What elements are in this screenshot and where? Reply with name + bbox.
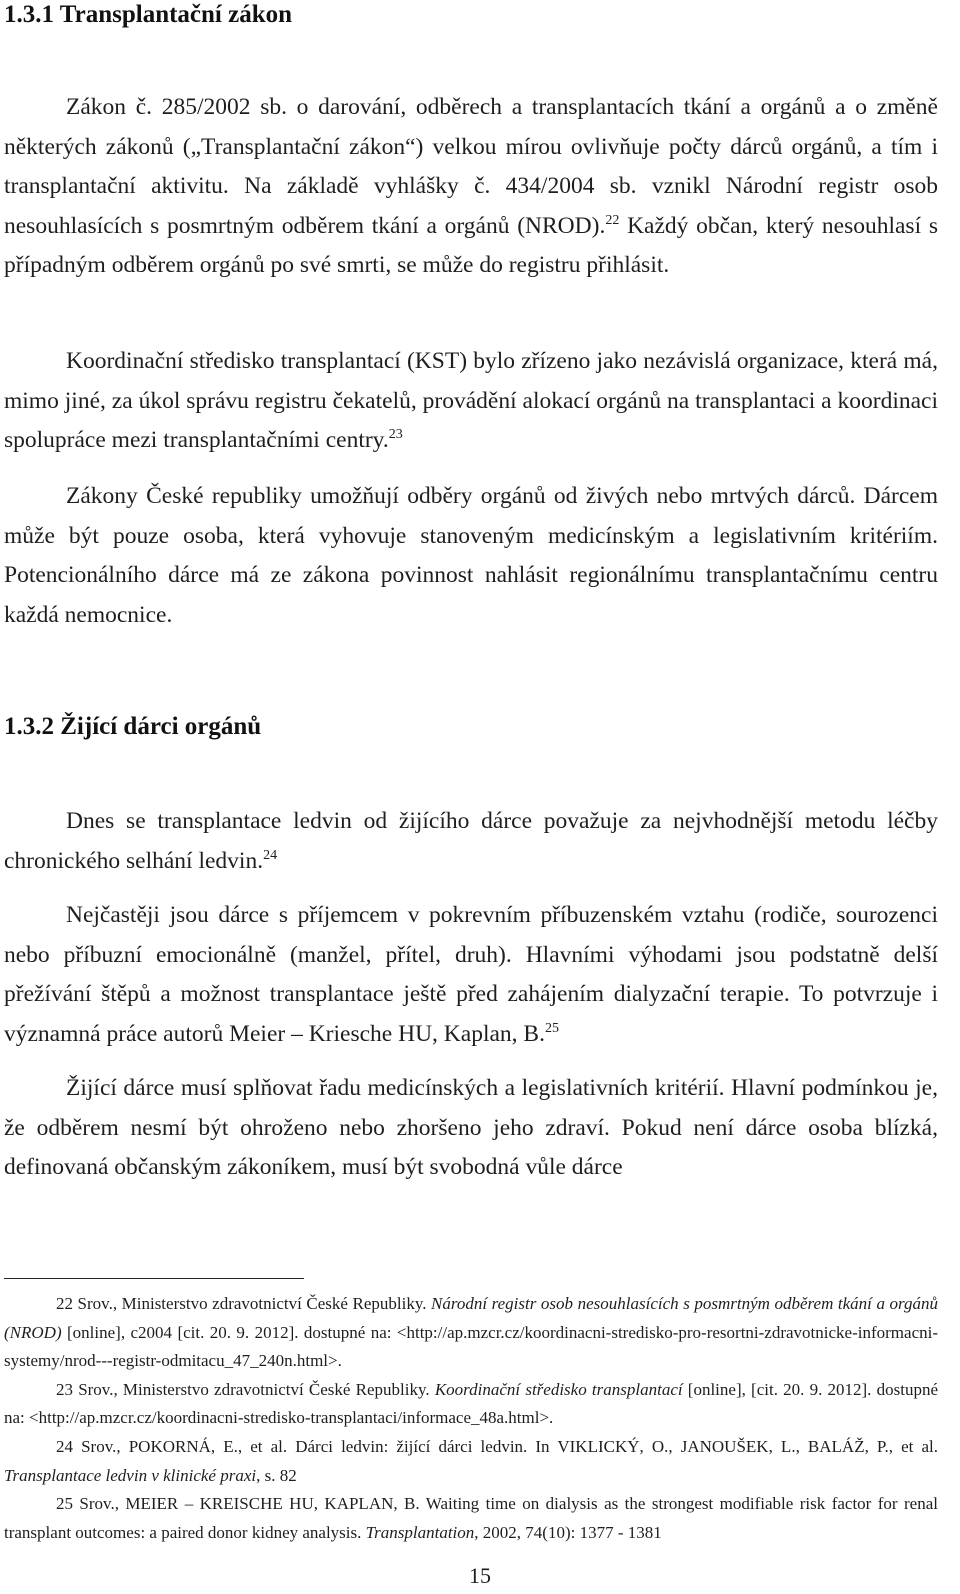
footnote-ref: 24 — [263, 847, 278, 863]
section-heading-living-donors: 1.3.2 Žijící dárci orgánů — [4, 713, 262, 740]
section-heading-transplant-law: 1.3.1 Transplantační zákon — [4, 1, 293, 28]
footnote-22 — [4, 1290, 938, 1376]
footnote-25 — [4, 1490, 938, 1547]
footnote-title: Transplantation — [365, 1522, 475, 1542]
footnote-ref: 22 — [605, 212, 620, 228]
footnote-number: 25 — [56, 1494, 73, 1514]
footnote-text: Srov., Ministerstvo zdravotnictví České Republiky. — [73, 1294, 432, 1313]
footnote-ref: 23 — [388, 427, 403, 443]
footnote-text: Srov., POKORNÁ, E., et al. Dárci ledvin: žijící dárci ledvin. In VIKLICKÝ, O., JANOUŠEK, L., BALÁŽ, P., et al. — [73, 1436, 938, 1456]
footnote-title: Koordinační středisko transplantací — [434, 1379, 683, 1399]
paragraph-transplant-law — [4, 88, 938, 286]
page-number: 15 — [469, 1563, 491, 1588]
paragraph-donor-criteria — [4, 1069, 938, 1188]
footnote-text: [online], c2004 [cit. 20. 9. 2012]. dostupné na: <http://ap.mzcr.cz/koordinacni-stredisko-pro-resortni-zdravotnicke-informacni-systemy/nrod---registr-odmitacu_47_240n.html>. — [4, 1322, 938, 1371]
footnote-text: [online], [cit. 20. 9. 2012]. dostupné na: <http://ap.mzcr.cz/koordinacni-stredisko-transplantaci/informace_48a.html>. — [4, 1379, 939, 1428]
footnote-number: 23 — [56, 1379, 73, 1399]
footnote-text: Srov., Ministerstvo zdravotnictví České Republiky. — [73, 1379, 435, 1399]
paragraph-text: Zákony České republiky umožňují odběry orgánů od živých nebo mrtvých dárců. Dárcem může být pouze osoba, která vyhovuje stanoveným medicínským a legislativním kritériím. Potencionálního dárce má ze zákona povinnost nahlásit regionálnímu transplantačnímu centru každá nemocnice. — [4, 483, 938, 628]
footnote-title: Národní registr osob nesouhlasících s posmrtným odběrem tkání a orgánů (NROD) — [4, 1294, 939, 1342]
paragraph-donor-laws — [4, 477, 938, 635]
footnote-text: , 2002, 74(10): 1377 - 1381 — [474, 1522, 662, 1542]
footnote-number: 24 — [56, 1436, 73, 1456]
paragraph-text: Nejčastěji jsou dárce s příjemcem v pokrevním příbuzenském vztahu (rodiče, sourozenci nebo příbuzní emocionálně (manžel, přítel, druh). Hlavními výhodami jsou podstatně delší přežívání štěpů a možnost transplantace ještě před zahájením dialyzační terapie. To potvrzuje i významná práce autorů Meier – Kriesche HU, Kaplan, B. — [4, 902, 938, 1047]
paragraph-text: Zákon č. 285/2002 sb. o darování, odběrech a transplantacích tkání a orgánů a o změně některých zákonů („Transplantační zákon“) velkou mírou ovlivňuje počty dárců orgánů, a tím i transplantační aktivitu. Na základě vyhlášky č. 434/2004 sb. vznikl Národní registr osob nesouhlasících s posmrtným odběrem tkání a orgánů (NROD). — [4, 94, 938, 239]
footnotes — [4, 1290, 938, 1547]
footnote-text: , s. 82 — [256, 1465, 297, 1485]
footnote-24 — [4, 1433, 938, 1490]
paragraph-text-continued: Každý občan, který nesouhlasí s případným odběrem orgánů po své smrti, se může do registru přihlásit. — [4, 212, 938, 278]
paragraph-donor-relations — [4, 896, 938, 1054]
footnote-23 — [4, 1376, 938, 1433]
footnote-number: 22 — [56, 1294, 73, 1313]
footnote-text: Srov., MEIER – KREISCHE HU, KAPLAN, B. Waiting time on dialysis as the strongest modifiable risk factor for renal transplant outcomes: a paired donor kidney analysis. — [4, 1494, 938, 1542]
footnote-title: Transplantace ledvin v klinické praxi — [4, 1465, 257, 1485]
paragraph-living-donor-method — [4, 802, 938, 881]
paragraph-kst — [4, 342, 938, 461]
footnote-ref: 25 — [544, 1020, 559, 1036]
paragraph-text: Dnes se transplantace ledvin od žijícího dárce považuje za nejvhodnější metodu léčby chronického selhání ledvin. — [4, 808, 938, 874]
paragraph-text: Koordinační středisko transplantací (KST) bylo zřízeno jako nezávislá organizace, která má, mimo jiné, za úkol správu registru čekatelů, provádění alokací orgánů na transplantaci a koordinaci spolupráce mezi transplantačními centry. — [4, 348, 938, 453]
paragraph-text: Žijící dárce musí splňovat řadu medicínských a legislativních kritérií. Hlavní podmínkou je, že odběrem nesmí být ohroženo nebo zhoršeno jeho zdraví. Pokud není dárce osoba blízká, definovaná občanským zákoníkem, musí být svobodná vůle dárce — [4, 1075, 938, 1180]
footnote-divider — [4, 1278, 304, 1279]
